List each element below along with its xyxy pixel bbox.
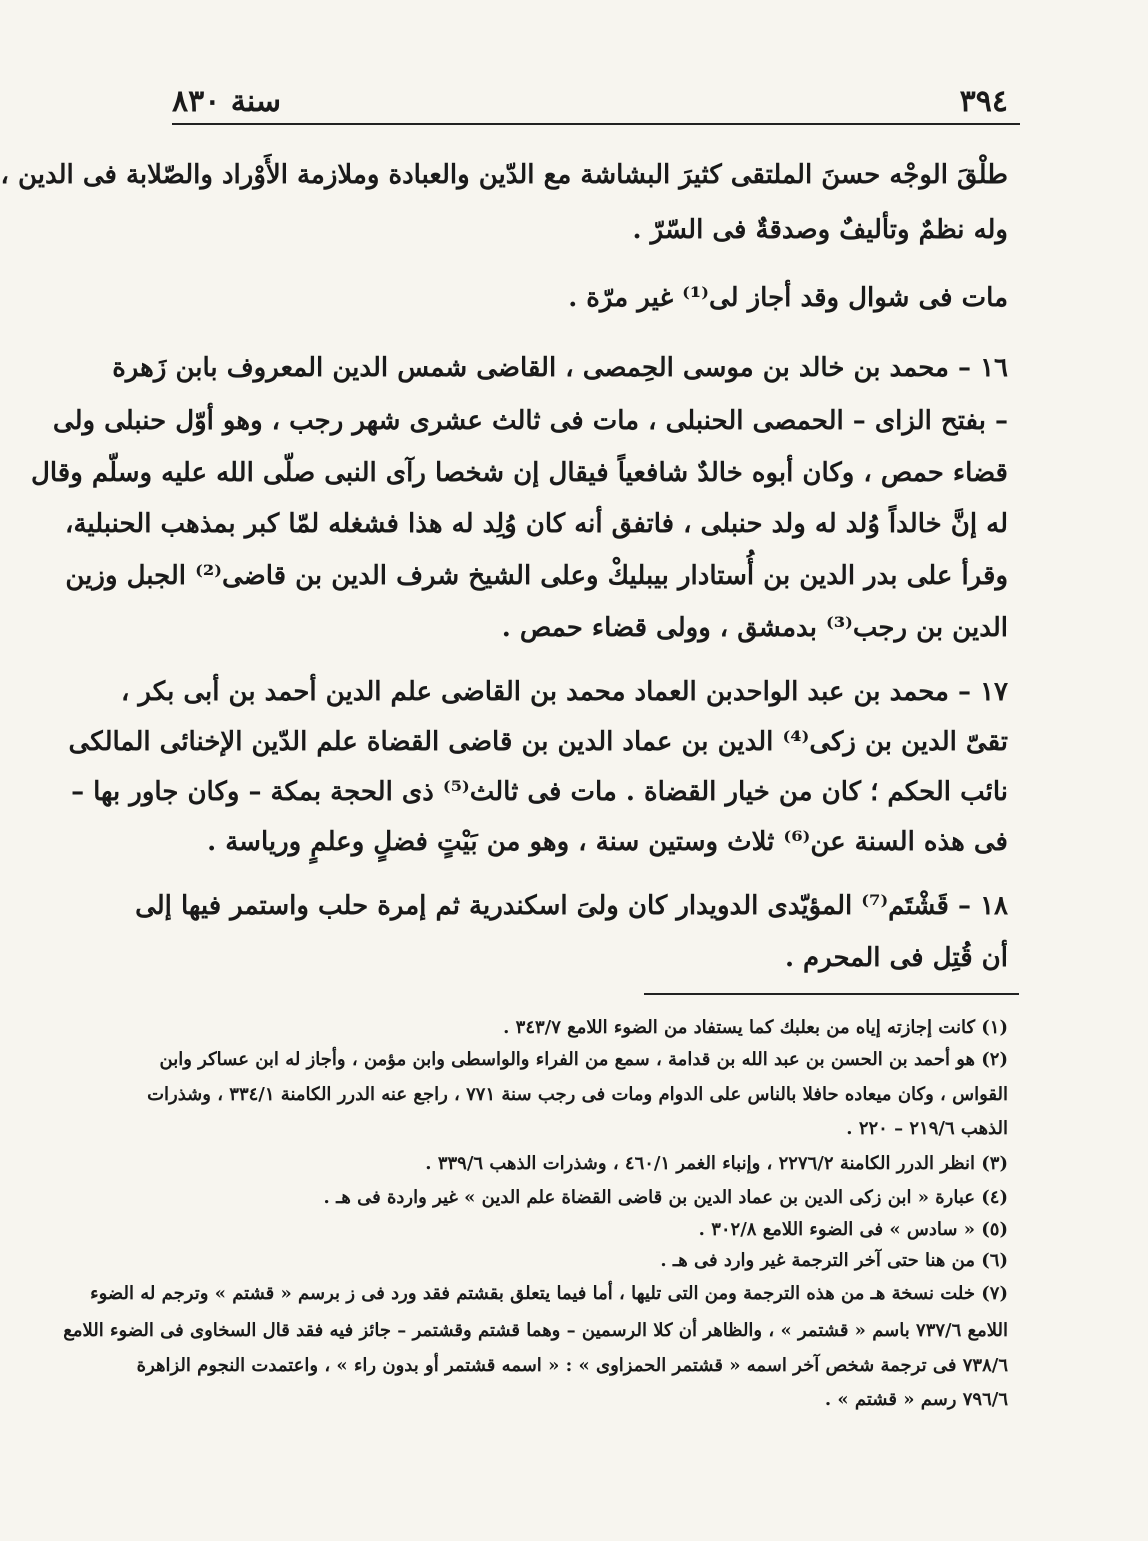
entry-17-line: نائب الحكم ؛ كان من خيار القضاة . مات فى ثالث⁽⁵⁾ ذى الحجة بمكة – وكان جاور بها –	[71, 777, 1008, 807]
footnote-line: اللامع ٧٣٧/٦ باسم « قشتمر » ، والظاهر أن كلا الرسمين – وهما قشتم وقشتمر – جائز فيه فقد قال السخاوى فى الضوء اللامع	[63, 1320, 1008, 1341]
entry-17-line: ١٧ – محمد بن عبد الواحدبن العماد محمد بن القاضى علم الدين أحمد بن أبى بكر ،	[120, 677, 1008, 707]
footnote-divider	[644, 993, 1019, 995]
body-line: مات فى شوال وقد أجاز لى⁽¹⁾ غير مرّة .	[568, 283, 1008, 313]
footnote-line: (١) كانت إجازته إياه من بعلبك كما يستفاد من الضوء اللامع ٣٤٣/٧ .	[503, 1017, 1008, 1038]
entry-16-line: – بفتح الزاى – الحمصى الحنبلى ، مات فى ثالث عشرى شهر رجب ، وهو أوّل حنبلى ولى	[52, 406, 1008, 436]
entry-16-line: له إنَّ خالداً وُلد له ولد حنبلى ، فاتفق أنه كان وُلِد له هذا فشغله لمّا كبر بمذهب الحنبلية،	[65, 509, 1008, 539]
entry-16-line: الدين بن رجب⁽³⁾ بدمشق ، وولى قضاء حمص .	[501, 613, 1008, 643]
footnote-line: (٤) عبارة « ابن زكى الدين بن عماد الدين بن قاضى القضاة علم الدين » غير واردة فى هـ .	[323, 1187, 1008, 1208]
header-rule	[172, 123, 1020, 125]
entry-16-line: قضاء حمص ، وكان أبوه خالدٌ شافعياً فيقال إن شخصا رآى النبى صلّى الله عليه وسلّم وقال	[30, 458, 1008, 488]
footnote-line: (٣) انظر الدرر الكامنة ٢٢٧٦/٢ ، وإنباء الغمر ٤٦٠/١ ، وشذرات الذهب ٣٣٩/٦ .	[425, 1153, 1008, 1174]
page-header	[172, 84, 1008, 124]
footnote-line: (٦) من هنا حتى آخر الترجمة غير وارد فى هـ .	[660, 1250, 1008, 1271]
footnote-line: ٧٩٦/٦ رسم « قشتم » .	[824, 1389, 1008, 1410]
page-number: ٣٩٤	[959, 84, 1008, 119]
footnote-line: (٥) « سادس » فى الضوء اللامع ٣٠٢/٨ .	[698, 1219, 1008, 1240]
footnote-line: ٧٣٨/٦ فى ترجمة شخص آخر اسمه « قشتمر الحمزاوى » : « اسمه قشتمر أو بدون راء » ، واعتمدت النجوم الزاهرة	[136, 1355, 1008, 1376]
entry-16-line: وقرأ على بدر الدين بن أُستادار بيبليكْ وعلى الشيخ شرف الدين بن قاضى⁽²⁾ الجبل وزين	[65, 561, 1008, 591]
entry-18-line: ١٨ – قَشْتَم⁽⁷⁾ المؤيّدى الدويدار كان ولىَ اسكندرية ثم إمرة حلب واستمر فيها إلى	[135, 891, 1008, 921]
body-line: وله نظمٌ وتأليفٌ وصدقةٌ فى السّرّ .	[632, 215, 1008, 245]
footnote-line: (٧) خلت نسخة هـ من هذه الترجمة ومن التى تليها ، أما فيما يتعلق بقشتم فقد ورد فى ز برسم « قشتم » وترجم له الضوء	[90, 1283, 1008, 1304]
footnote-line: القواس ، وكان ميعاده حافلا بالناس على الدوام ومات فى رجب سنة ٧٧١ ، راجع عنه الدرر الكامنة ٣٣٤/١ ، وشذرات	[147, 1084, 1008, 1105]
footnote-line: الذهب ٢١٩/٦ – ٢٢٠ .	[846, 1118, 1008, 1139]
entry-16-line: ١٦ – محمد بن خالد بن موسى الحِمصى ، القاضى شمس الدين المعروف بابن زَهرة	[112, 353, 1008, 383]
footnote-line: (٢) هو أحمد بن الحسن بن عبد الله بن قدامة ، سمع من الفراء والواسطى وابن مؤمن ، وأجاز له ابن عساكر وابن	[159, 1049, 1008, 1070]
running-head-year: سنة ٨٣٠	[172, 84, 282, 119]
body-line: طلْقَ الوجْه حسنَ الملتقى كثيرَ البشاشة مع الدّين والعبادة وملازمة الأَوْراد والصّلابة فى الدين ،	[0, 160, 1008, 190]
entry-17-line: فى هذه السنة عن⁽⁶⁾ ثلاث وستين سنة ، وهو من بَيْتٍ فضلٍ وعلمٍ ورياسة .	[207, 827, 1008, 857]
entry-17-line: تقىّ الدين بن زكى⁽⁴⁾ الدين بن عماد الدين بن قاضى القضاة علم الدّين الإخنائى المالكى	[68, 727, 1008, 757]
entry-18-line: أن قُتِل فى المحرم .	[784, 943, 1008, 973]
